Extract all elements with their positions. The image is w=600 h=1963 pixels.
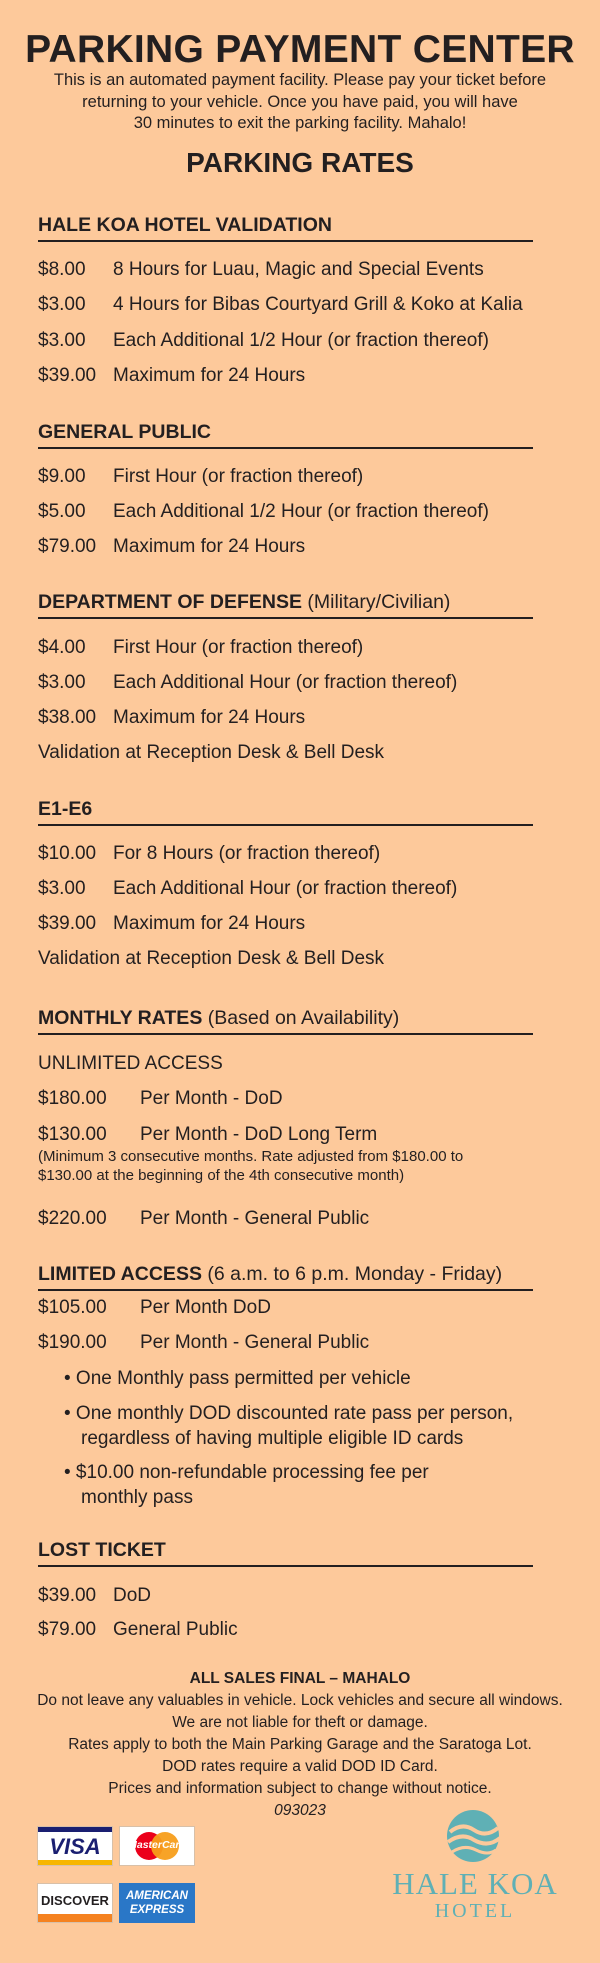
- rate-row: [38, 1296, 271, 1320]
- rate-description: Maximum for 24 Hours: [113, 913, 306, 934]
- hale-koa-hotel-logo: [390, 1808, 560, 1928]
- rate-row: [38, 1331, 369, 1355]
- bullet-line: • One Monthly pass permitted per vehicle: [64, 1368, 411, 1389]
- rate-amount: $3.00: [38, 294, 86, 315]
- rate-description: Maximum for 24 Hours: [113, 707, 306, 728]
- section-heading-monthly-rates: [38, 1005, 533, 1035]
- heading-text: DEPARTMENT OF DEFENSE: [38, 591, 302, 613]
- amex-text-line2: EXPRESS: [129, 1904, 185, 1916]
- rate-amount: $220.00: [38, 1208, 107, 1229]
- heading-subtext: (6 a.m. to 6 p.m. Monday - Friday): [207, 1263, 503, 1285]
- rate-row: [38, 1087, 283, 1111]
- footer-notes: [0, 1668, 600, 1822]
- visa-logo: [37, 1826, 113, 1866]
- logo-text-hotel: HOTEL: [434, 1900, 516, 1922]
- logo-text-hale-koa: HALE KOA: [392, 1866, 558, 1901]
- intro-text: [0, 70, 600, 135]
- rate-row: [38, 1123, 377, 1147]
- rate-description: Per Month DoD: [140, 1297, 271, 1318]
- rate-row: [38, 1207, 369, 1231]
- section-heading-dod: [38, 589, 533, 619]
- rate-description: Per Month - DoD Long Term: [140, 1124, 378, 1145]
- rate-description: Maximum for 24 Hours: [113, 365, 306, 386]
- bullet-line: • One monthly DOD discounted rate pass per person,: [64, 1403, 514, 1424]
- discover-text: DISCOVER: [41, 1893, 109, 1908]
- footer-line: Prices and information subject to change without notice.: [108, 1780, 492, 1797]
- rate-amount: $39.00: [38, 365, 97, 386]
- rate-amount: $5.00: [38, 501, 86, 522]
- note-line: $130.00 at the beginning of the 4th consecutive month): [38, 1167, 405, 1184]
- heading-text: MONTHLY RATES: [38, 1007, 203, 1029]
- rate-row: [38, 706, 305, 730]
- rate-description: 8 Hours for Luau, Magic and Special Events: [113, 259, 484, 280]
- amex-text-line1: AMERICAN: [126, 1890, 188, 1902]
- heading-text: E1-E6: [38, 798, 93, 820]
- document-code: 093023: [274, 1802, 326, 1819]
- rate-description: General Public: [113, 1619, 238, 1640]
- rate-row: [38, 877, 457, 901]
- rate-amount: $130.00: [38, 1124, 107, 1145]
- heading-text: HALE KOA HOTEL VALIDATION: [38, 214, 332, 236]
- mastercard-logo: [119, 1826, 195, 1866]
- heading-text: GENERAL PUBLIC: [38, 421, 211, 443]
- unlimited-access-label: UNLIMITED ACCESS: [38, 1053, 223, 1074]
- rate-amount: $10.00: [38, 843, 97, 864]
- rate-description: Each Additional 1/2 Hour (or fraction thereof): [113, 501, 489, 522]
- rate-amount: $4.00: [38, 637, 86, 658]
- rate-amount: $38.00: [38, 707, 97, 728]
- section-heading-hotel-validation: [38, 212, 533, 242]
- validation-note: Validation at Reception Desk & Bell Desk: [38, 742, 385, 763]
- rate-description: DoD: [113, 1585, 152, 1606]
- section-heading-general-public: [38, 419, 533, 449]
- rate-description: Per Month - DoD: [140, 1088, 283, 1109]
- rate-description: Each Additional Hour (or fraction thereof): [113, 878, 458, 899]
- validation-note: Validation at Reception Desk & Bell Desk: [38, 948, 385, 969]
- rate-amount: $3.00: [38, 878, 86, 899]
- bullet-line: • $10.00 non-refundable processing fee per: [64, 1462, 429, 1483]
- visa-text: VISA: [49, 1834, 101, 1859]
- rate-description: Each Additional 1/2 Hour (or fraction thereof): [113, 330, 489, 351]
- rate-description: Each Additional Hour (or fraction thereof): [113, 672, 458, 693]
- rate-amount: $105.00: [38, 1297, 107, 1318]
- section-heading-lost-ticket: [38, 1537, 533, 1567]
- section-heading-limited-access: [38, 1261, 533, 1291]
- rate-row: [38, 364, 305, 388]
- rate-row: [38, 912, 305, 936]
- rate-row: [38, 842, 380, 866]
- mastercard-text: MasterCard: [128, 1839, 186, 1851]
- rates-title: PARKING RATES: [186, 147, 414, 178]
- discover-logo: [37, 1883, 113, 1923]
- rate-row: [38, 329, 489, 353]
- rate-amount: $39.00: [38, 1585, 97, 1606]
- bullet-item: [64, 1460, 429, 1510]
- heading-subtext: (Based on Availability): [207, 1007, 400, 1029]
- footer-line: Do not leave any valuables in vehicle. Lock vehicles and secure all windows.: [37, 1692, 563, 1709]
- footer-line: Rates apply to both the Main Parking Garage and the Saratoga Lot.: [68, 1736, 532, 1753]
- footer-line: We are not liable for theft or damage.: [172, 1714, 428, 1731]
- sales-final: ALL SALES FINAL – MAHALO: [189, 1670, 411, 1687]
- rate-row: [38, 636, 363, 660]
- wave-emblem-icon: [390, 1808, 560, 1866]
- bullet-item: [64, 1401, 513, 1451]
- rate-description: Maximum for 24 Hours: [113, 536, 306, 557]
- intro-line: This is an automated payment facility. Please pay your ticket before: [53, 71, 547, 89]
- bullet-line: monthly pass: [81, 1487, 193, 1508]
- rate-row: [38, 671, 457, 695]
- heading-text: LOST TICKET: [38, 1539, 166, 1561]
- rate-amount: $39.00: [38, 913, 97, 934]
- rate-description: 4 Hours for Bibas Courtyard Grill & Koko at Kalia: [113, 294, 523, 315]
- heading-text: LIMITED ACCESS: [38, 1263, 202, 1285]
- rate-description: For 8 Hours (or fraction thereof): [113, 843, 381, 864]
- bullet-line: regardless of having multiple eligible ID cards: [81, 1428, 464, 1449]
- intro-line: 30 minutes to exit the parking facility. Mahalo!: [133, 114, 467, 132]
- rate-amount: $3.00: [38, 330, 86, 351]
- rate-row: [38, 535, 305, 559]
- rate-row: [38, 258, 484, 282]
- rate-amount: $79.00: [38, 536, 97, 557]
- rate-description: Per Month - General Public: [140, 1208, 370, 1229]
- note-line: (Minimum 3 consecutive months. Rate adjusted from $180.00 to: [38, 1148, 464, 1165]
- rate-row: [38, 465, 363, 489]
- rate-row: [38, 1584, 151, 1608]
- rate-amount: $180.00: [38, 1088, 107, 1109]
- footer-line: DOD rates require a valid DOD ID Card.: [162, 1758, 438, 1775]
- amex-logo: [119, 1883, 195, 1923]
- rate-amount: $3.00: [38, 672, 86, 693]
- rate-amount: $8.00: [38, 259, 86, 280]
- rate-row: [38, 500, 489, 524]
- heading-subtext: (Military/Civilian): [307, 591, 451, 613]
- bullet-item: [64, 1366, 411, 1391]
- rate-amount: $79.00: [38, 1619, 97, 1640]
- rate-description: Per Month - General Public: [140, 1332, 370, 1353]
- rate-row: [38, 1618, 238, 1642]
- section-heading-e1-e6: [38, 796, 533, 826]
- rate-row: [38, 293, 523, 317]
- long-term-note: [38, 1147, 558, 1185]
- rate-amount: $190.00: [38, 1332, 107, 1353]
- rate-description: First Hour (or fraction thereof): [113, 466, 364, 487]
- rate-description: First Hour (or fraction thereof): [113, 637, 364, 658]
- page-title: PARKING PAYMENT CENTER: [25, 28, 575, 71]
- intro-line: returning to your vehicle. Once you have paid, you will have: [82, 92, 518, 111]
- rate-amount: $9.00: [38, 466, 86, 487]
